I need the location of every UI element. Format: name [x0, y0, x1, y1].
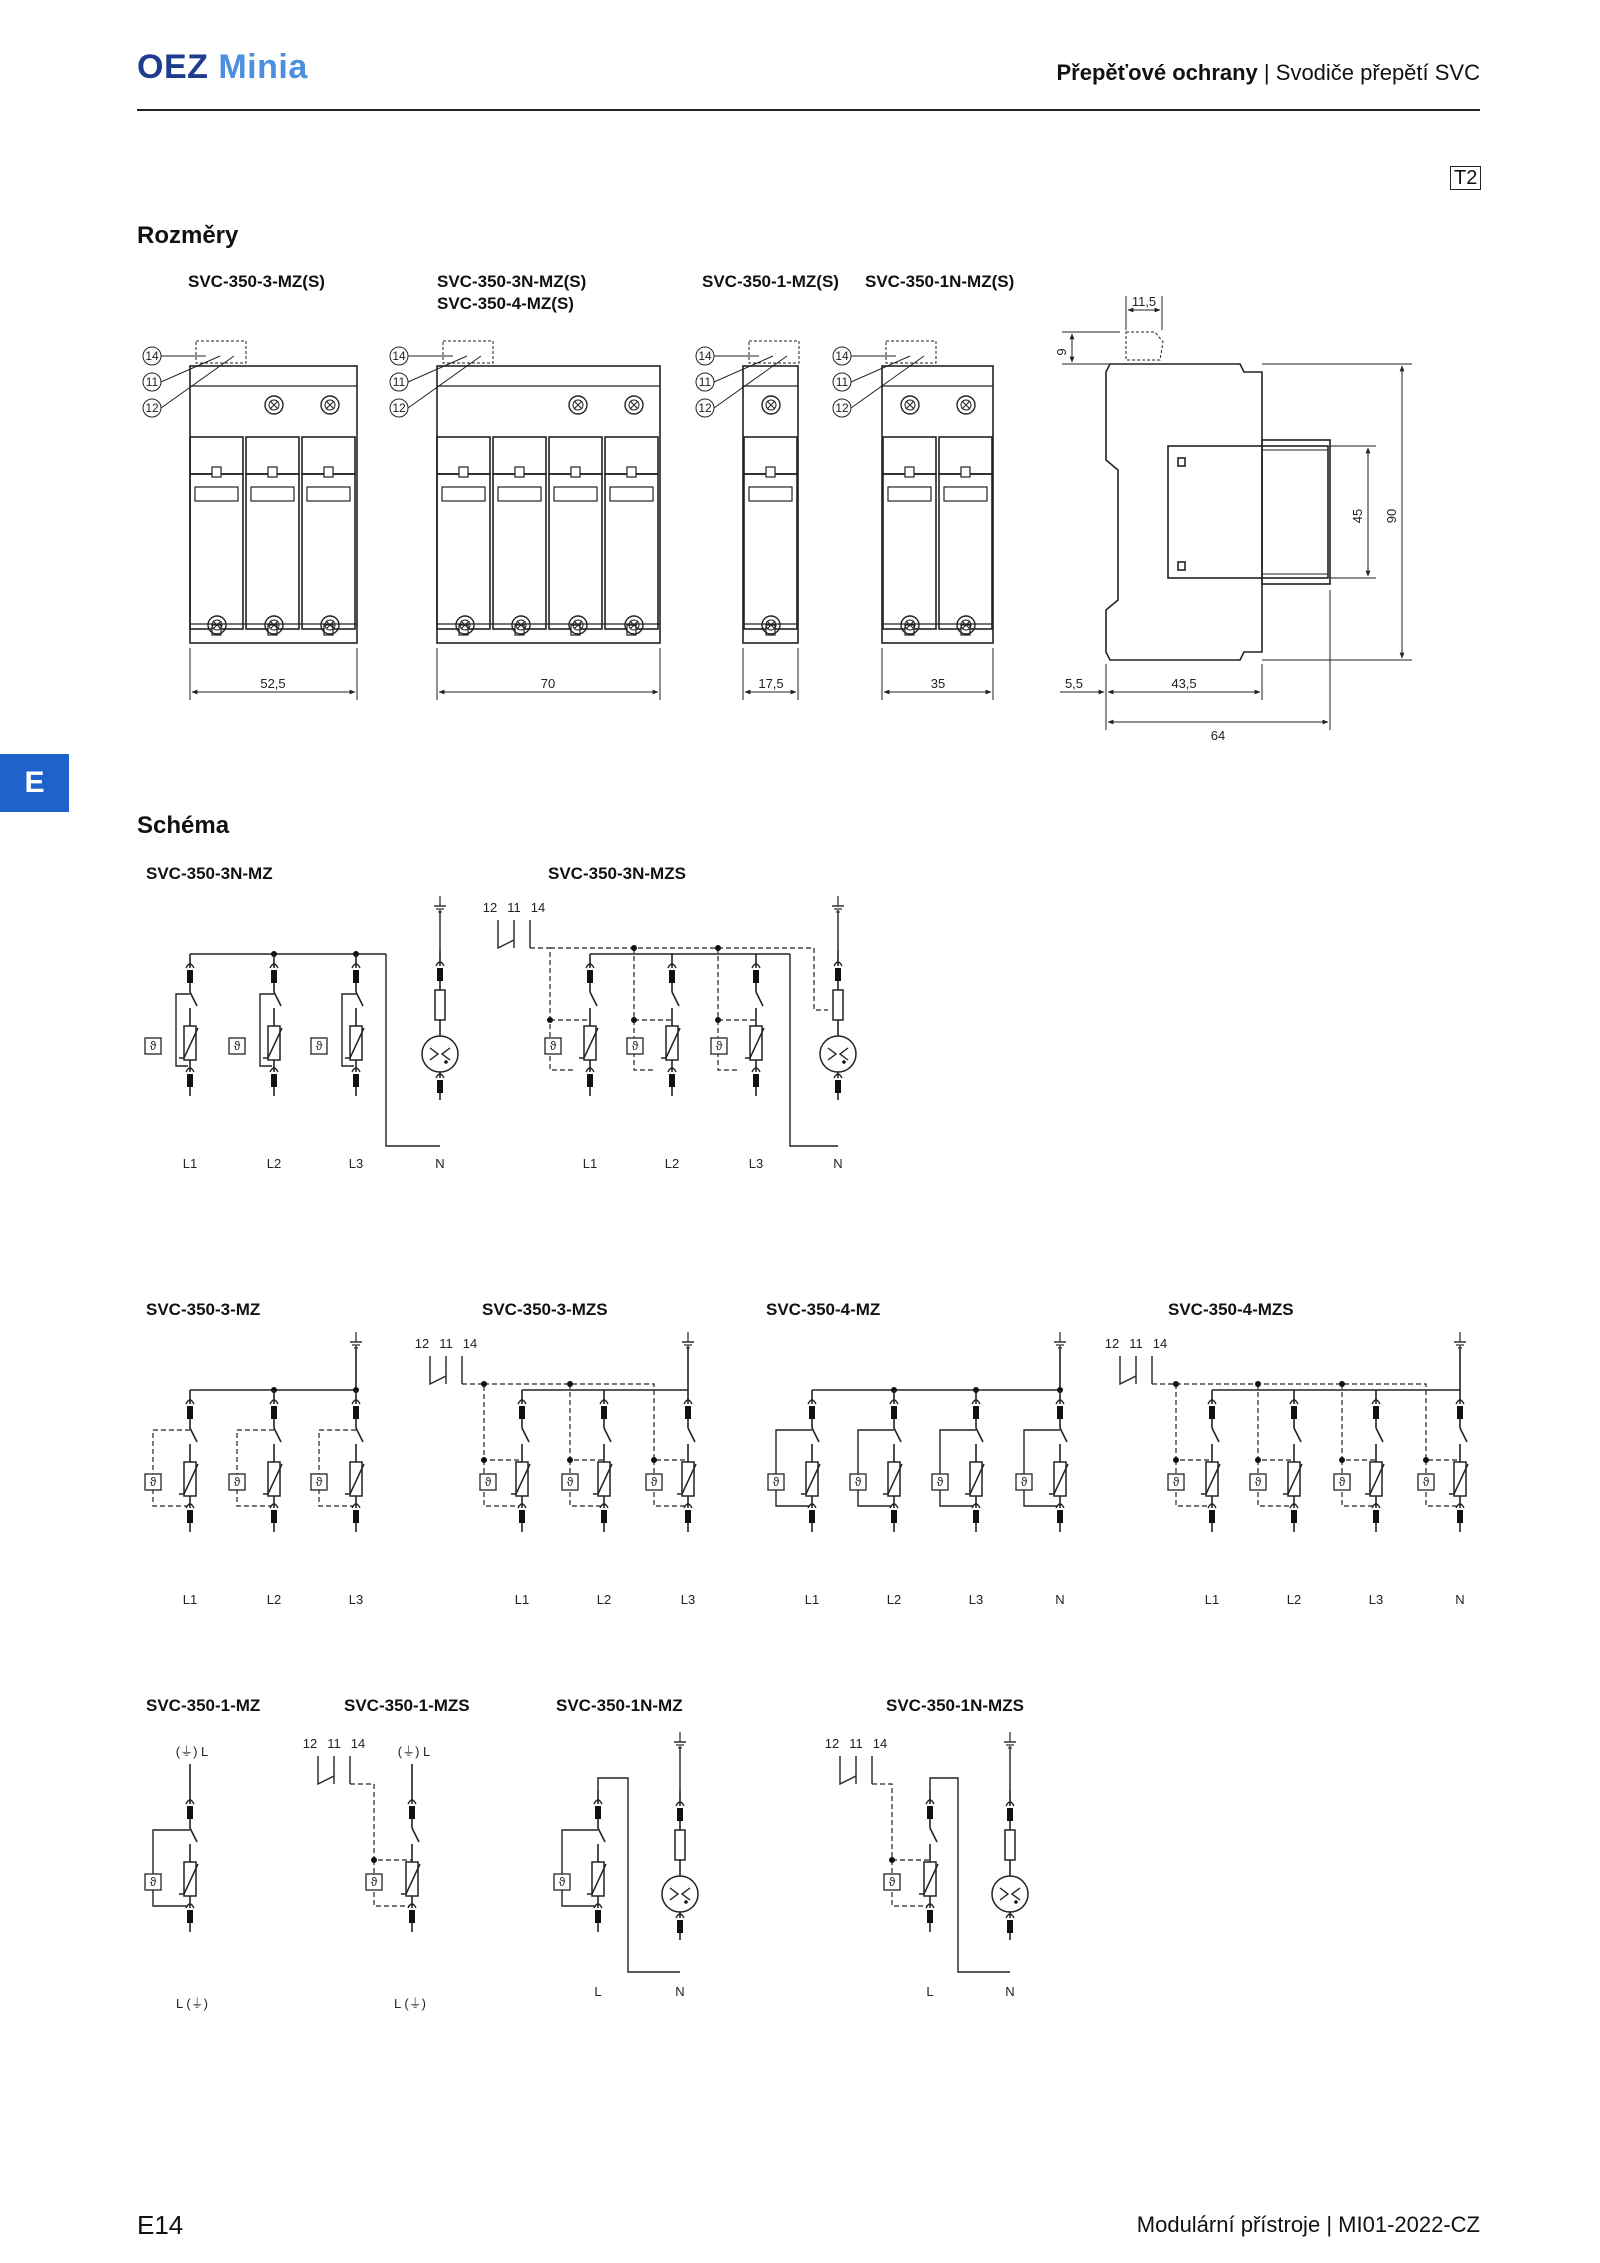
contact-12: 12 [302, 1736, 318, 1751]
schema-title: Schéma [137, 812, 230, 839]
side-dim-5-5: 5,5 [1064, 676, 1084, 691]
width-label-3: 52,5 [260, 676, 286, 691]
dim-model-1: SVC-350-1-MZ(S) [702, 272, 839, 291]
page-number: E14 [137, 2210, 184, 2240]
line-label-l1: L1 [182, 1156, 198, 1171]
line-label-l-earth-bottom: L (⏚) [175, 1996, 209, 2011]
contact-12: 12 [414, 1336, 430, 1351]
line-label-l2: L2 [664, 1156, 680, 1171]
schema-label-3n-mz: SVC-350-3N-MZ [146, 864, 273, 883]
contact-14: 14 [462, 1336, 478, 1351]
contact-11: 11 [1129, 1336, 1143, 1351]
callout-14: 14 [145, 349, 159, 363]
width-label-1: 17,5 [758, 676, 784, 691]
theta-symbol: ϑ [936, 1475, 944, 1489]
theta-symbol: ϑ [484, 1475, 492, 1489]
theta-symbol: ϑ [1254, 1475, 1262, 1489]
side-dim-11-5: 11,5 [1131, 294, 1157, 309]
schema-label-1-mz: SVC-350-1-MZ [146, 1696, 261, 1715]
width-label-1n: 35 [930, 676, 946, 691]
schema-1-mz [145, 1764, 198, 1932]
line-label-l1: L1 [1204, 1592, 1220, 1607]
line-label-l2: L2 [266, 1592, 282, 1607]
schema-3n-mz [145, 896, 458, 1146]
contact-12: 12 [482, 900, 498, 915]
theta-symbol: ϑ [1338, 1475, 1346, 1489]
dim-model-4: SVC-350-4-MZ(S) [437, 294, 574, 313]
line-label-l2: L2 [886, 1592, 902, 1607]
theta-symbol: ϑ [1020, 1475, 1028, 1489]
theta-symbol: ϑ [149, 1875, 157, 1889]
schema-label-3-mzs: SVC-350-3-MZS [482, 1300, 608, 1319]
line-label-l3: L3 [748, 1156, 764, 1171]
callout-12: 12 [392, 401, 406, 415]
callout-11: 11 [698, 375, 712, 389]
schema-1n-mz [554, 1732, 698, 1972]
dim-model-1n: SVC-350-1N-MZ(S) [865, 272, 1015, 291]
footer-separator: | [1326, 2212, 1333, 2237]
line-label-l1: L1 [582, 1156, 598, 1171]
dim-model-3: SVC-350-3-MZ(S) [188, 272, 325, 291]
contact-14: 14 [1152, 1336, 1168, 1351]
line-label-earth-l-top: (⏚) L [175, 1744, 209, 1759]
callout-14: 14 [835, 349, 849, 363]
line-label-l3: L3 [680, 1592, 696, 1607]
line-label-l3: L3 [1368, 1592, 1384, 1607]
contact-11: 11 [849, 1736, 863, 1751]
contact-12: 12 [1104, 1336, 1120, 1351]
header-category: Přepěťové ochrany [1056, 60, 1258, 85]
header-subcategory: Svodiče přepětí SVC [1275, 60, 1480, 85]
line-label-l2: L2 [596, 1592, 612, 1607]
schema-label-1-mzs: SVC-350-1-MZS [344, 1696, 470, 1715]
schema-4-mz [768, 1332, 1068, 1532]
type-badge: T2 [1450, 166, 1481, 190]
theta-symbol: ϑ [1422, 1475, 1430, 1489]
schema-label-4-mzs: SVC-350-4-MZS [1168, 1300, 1294, 1319]
schema-1-mzs [318, 1756, 420, 1932]
line-label-n: N [1005, 1984, 1015, 1999]
footer-catalog [1137, 2212, 1480, 2238]
theta-symbol: ϑ [233, 1039, 241, 1053]
line-label-l2: L2 [266, 1156, 282, 1171]
contact-14: 14 [530, 900, 546, 915]
line-label-n: N [833, 1156, 843, 1171]
theta-symbol: ϑ [888, 1875, 896, 1889]
callout-14: 14 [392, 349, 406, 363]
theta-symbol: ϑ [715, 1039, 723, 1053]
line-label-l1: L1 [804, 1592, 820, 1607]
theta-symbol: ϑ [631, 1039, 639, 1053]
width-label-4: 70 [540, 676, 556, 691]
theta-symbol: ϑ [149, 1039, 157, 1053]
theta-symbol: ϑ [549, 1039, 557, 1053]
schema-label-3-mz: SVC-350-3-MZ [146, 1300, 261, 1319]
contact-11: 11 [439, 1336, 453, 1351]
line-label-n: N [675, 1984, 685, 1999]
brand-name-oez: OEZ [137, 48, 209, 86]
side-dim-43-5: 43,5 [1171, 676, 1197, 691]
theta-symbol: ϑ [370, 1875, 378, 1889]
header-separator: | [1263, 60, 1270, 85]
footer-code: MI01-2022-CZ [1338, 2212, 1480, 2237]
line-label-n: N [435, 1156, 445, 1171]
theta-symbol: ϑ [315, 1039, 323, 1053]
contact-11: 11 [327, 1736, 341, 1751]
callout-14: 14 [698, 349, 712, 363]
dim-model-3n: SVC-350-3N-MZ(S) [437, 272, 587, 291]
theta-symbol: ϑ [566, 1475, 574, 1489]
side-dim-90: 90 [1384, 508, 1399, 524]
schema-label-4-mz: SVC-350-4-MZ [766, 1300, 881, 1319]
schema-label-1n-mz: SVC-350-1N-MZ [556, 1696, 683, 1715]
theta-symbol: ϑ [558, 1875, 566, 1889]
line-label-l: L [594, 1984, 602, 1999]
theta-symbol: ϑ [1172, 1475, 1180, 1489]
theta-symbol: ϑ [315, 1475, 323, 1489]
line-label-l1: L1 [514, 1592, 530, 1607]
contact-11: 11 [507, 900, 521, 915]
schema-3n-mzs [498, 896, 856, 1146]
callout-11: 11 [392, 375, 406, 389]
schema-label-1n-mzs: SVC-350-1N-MZS [886, 1696, 1024, 1715]
line-label-n: N [1055, 1592, 1065, 1607]
side-dim-45: 45 [1350, 508, 1365, 524]
schema-4-mzs [1120, 1332, 1468, 1532]
callout-12: 12 [835, 401, 849, 415]
dimensions-title: Rozměry [137, 222, 239, 249]
line-label-l2: L2 [1286, 1592, 1302, 1607]
schema-3-mz [145, 1332, 364, 1532]
contact-14: 14 [350, 1736, 366, 1751]
side-dim-9: 9 [1054, 348, 1069, 356]
schema-1n-mzs [840, 1732, 1028, 1972]
callout-12: 12 [698, 401, 712, 415]
line-label-l1: L1 [182, 1592, 198, 1607]
contact-14: 14 [872, 1736, 888, 1751]
schema-label-3n-mzs: SVC-350-3N-MZS [548, 864, 686, 883]
theta-symbol: ϑ [149, 1475, 157, 1489]
theta-symbol: ϑ [772, 1475, 780, 1489]
callout-12: 12 [145, 401, 159, 415]
line-label-l-earth-bottom: L (⏚) [393, 1996, 427, 2011]
callout-11: 11 [145, 375, 159, 389]
callout-11: 11 [835, 375, 849, 389]
line-label-l3: L3 [348, 1156, 364, 1171]
line-label-n: N [1455, 1592, 1465, 1607]
section-tab: E [0, 754, 69, 812]
line-label-l: L [926, 1984, 934, 1999]
footer-catalog-name: Modulární přístroje [1136, 2212, 1321, 2237]
side-dim-64: 64 [1210, 728, 1226, 743]
line-label-earth-l-top: (⏚) L [397, 1744, 431, 1759]
line-label-l3: L3 [968, 1592, 984, 1607]
line-label-l3: L3 [348, 1592, 364, 1607]
schema-3-mzs [430, 1332, 696, 1532]
theta-symbol: ϑ [854, 1475, 862, 1489]
brand-name-minia: Minia [218, 48, 308, 86]
theta-symbol: ϑ [650, 1475, 658, 1489]
theta-symbol: ϑ [233, 1475, 241, 1489]
contact-12: 12 [824, 1736, 840, 1751]
